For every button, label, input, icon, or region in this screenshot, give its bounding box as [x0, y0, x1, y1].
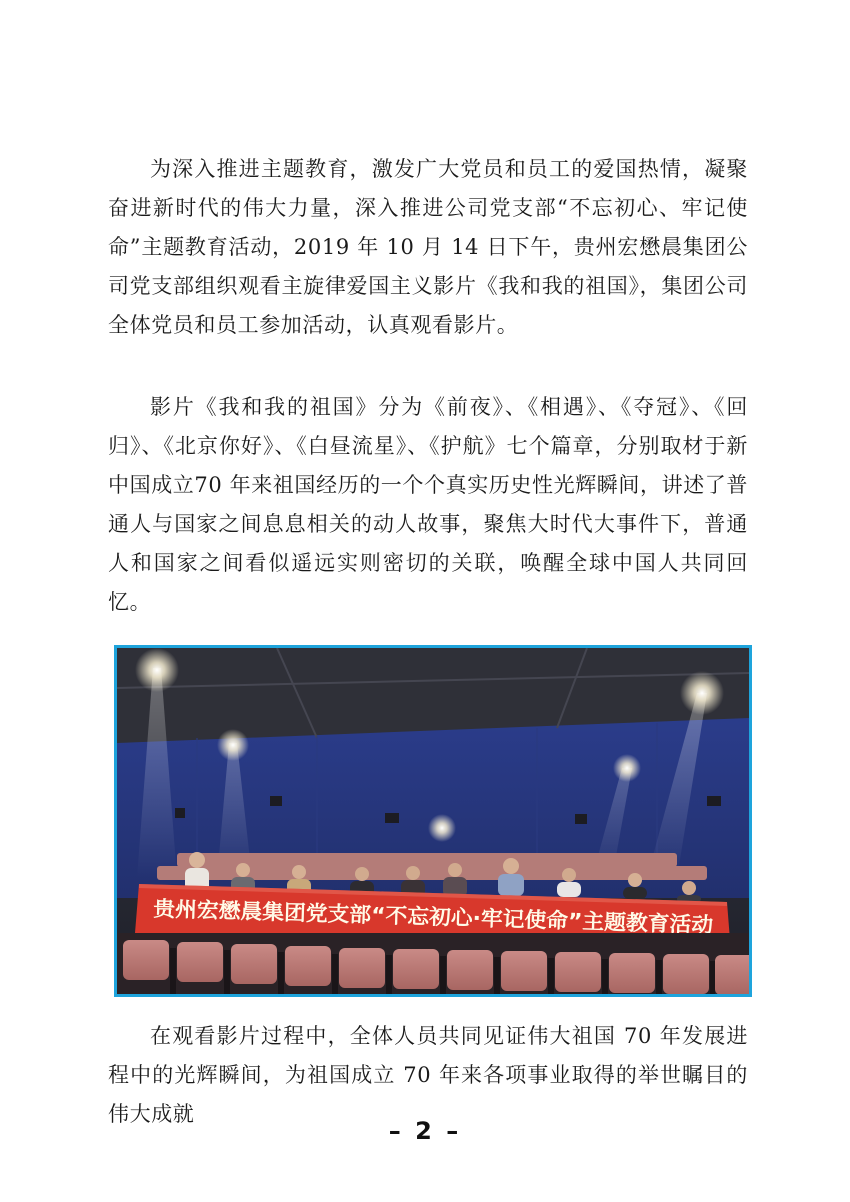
paragraph-film-description: 影片《我和我的祖国》分为《前夜》、《相遇》、《夺冠》、《回归》、《北京你好》、《白昼流星》、《护航》七个篇章，分别取材于新中国成立70 年来祖国经历的一个个真实历史性光辉瞬间，讲述了普通人与国家之间息息相关的动人故事，聚焦大时代大事件下，普通人和国家之间看似遥远实则密切的关联，唤醒全球中国人共同回忆。: [108, 395, 748, 614]
paragraph-intro: 为深入推进主题教育，激发广大党员和员工的爱国热情，凝聚奋进新时代的伟大力量，深入推进公司党支部“不忘初心、牢记使命”主题教育活动，2019 年 10 月 14 日下午，贵州宏懋晨集团公司党支部组织观看主旋律爱国主义影片《我和我的祖国》，集团公司全体党员和员工参加活动，认真观看影片。: [108, 157, 748, 337]
banner-text: 贵州宏懋晨集团党支部“不忘初心·牢记使命”主题教育活动: [152, 896, 694, 937]
event-photo: [114, 645, 752, 997]
paragraph-viewing-process: 在观看影片过程中，全体人员共同见证伟大祖国 70 年发展进程中的光辉瞬间，为祖国成立 70 年来各项事业取得的举世瞩目的伟大成就: [108, 1024, 748, 1126]
cinema-group-photo-illustration: [117, 648, 749, 994]
page-number: – 2 –: [388, 1117, 462, 1145]
